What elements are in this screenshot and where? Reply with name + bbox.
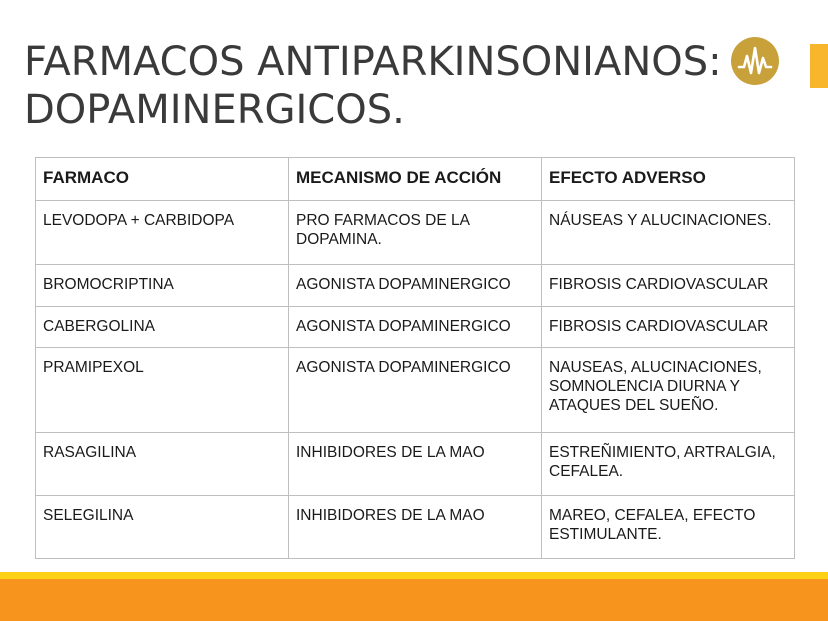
cell-mecanismo: AGONISTA DOPAMINERGICO [289,307,542,348]
header-efecto: EFECTO ADVERSO [542,158,795,201]
table-row [36,348,795,433]
accent-side-tab [810,44,828,88]
cell-mecanismo: INHIBIDORES DE LA MAO [289,496,542,559]
cell-mecanismo: AGONISTA DOPAMINERGICO [289,265,542,307]
cell-efecto: FIBROSIS CARDIOVASCULAR [542,307,795,348]
cell-efecto: ESTREÑIMIENTO, ARTRALGIA, CEFALEA. [542,433,795,496]
cell-efecto: MAREO, CEFALEA, EFECTO ESTIMULANTE. [542,496,795,559]
cell-efecto: NÁUSEAS Y ALUCINACIONES. [542,201,795,265]
cell-farmaco: BROMOCRIPTINA [36,265,289,307]
slide-title-line-1: FARMACOS ANTIPARKINSONIANOS: [24,39,722,85]
footer-band-yellow [0,572,828,579]
slide-title-line-2: DOPAMINERGICOS. [24,87,405,133]
footer-band-orange [0,579,828,621]
cell-farmaco: PRAMIPEXOL [36,348,289,433]
cell-efecto: FIBROSIS CARDIOVASCULAR [542,265,795,307]
cell-efecto: NAUSEAS, ALUCINACIONES, SOMNOLENCIA DIURNA Y ATAQUES DEL SUEÑO. [542,348,795,433]
table-row [36,307,795,348]
cell-mecanismo: PRO FARMACOS DE LA DOPAMINA. [289,201,542,265]
table-row [36,265,795,307]
cell-mecanismo: AGONISTA DOPAMINERGICO [289,348,542,433]
header-mecanismo: MECANISMO DE ACCIÓN [289,158,542,201]
drug-table [35,157,795,559]
table-row [36,496,795,559]
cell-farmaco: CABERGOLINA [36,307,289,348]
waveform-m-logo-icon [730,36,780,86]
header-farmaco: FARMACO [36,158,289,201]
cell-mecanismo: INHIBIDORES DE LA MAO [289,433,542,496]
cell-farmaco: SELEGILINA [36,496,289,559]
cell-farmaco: RASAGILINA [36,433,289,496]
table-header-row [36,158,795,201]
slide-title [24,38,722,134]
table-row [36,433,795,496]
cell-farmaco: LEVODOPA + CARBIDOPA [36,201,289,265]
table-row [36,201,795,265]
